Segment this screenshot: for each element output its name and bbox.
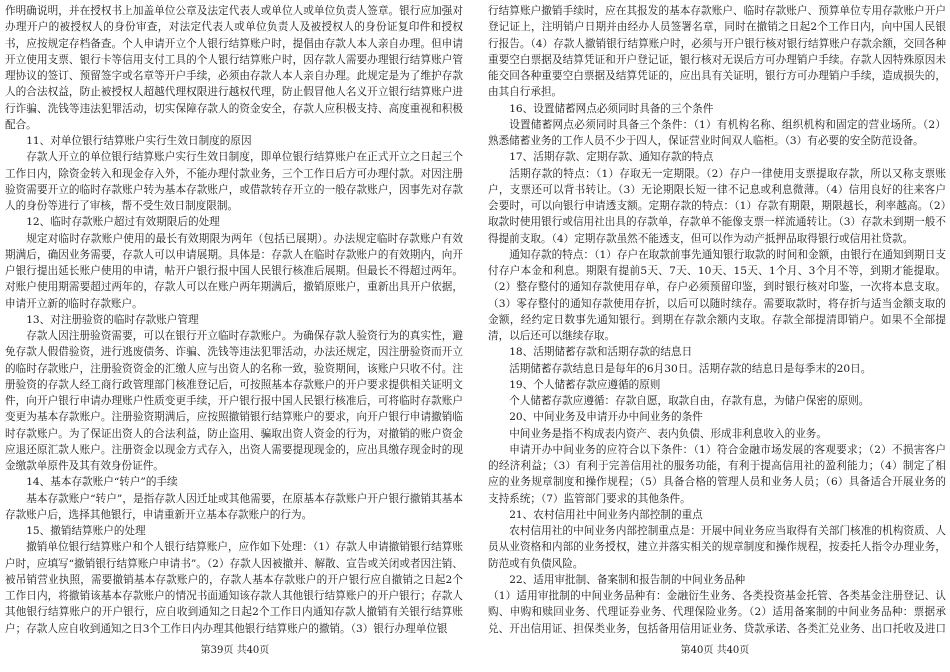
section-heading: 21、农村信用社中间业务内部控制的重点 (509, 508, 703, 521)
paragraph: 申请开办中间业务的应符合以下条件：（1）符合金融市场发展的客观要求；（2）不损害客户的经济利益；（3）有利于完善信用社的服务功能，有利于提高信用社的盈利能力；（4）制定了相应的业务规章制度和操作规程；（5）具备合格的管理人员和业务人员；（6）具备适合开展业务的支持系统；（7）监管部门要求的其他条件。 (488, 443, 946, 505)
right-page (488, 3, 946, 637)
paragraph: （1）适用审批制的中间业务品种有：金融衍生业务、各类投资基金托管、各类基金注册登记、认购、申购和赎回业务、代理证券业务、代理保险业务。（2）适用备案制的中间业务品种：票据承兑、开出信用证、担保类业务，包括备用信用证业务、贷款承诺、各类汇兑业务、出口托收及进口 (488, 590, 946, 635)
paragraph: 行结算账户撤销手续时，应在其报发的基本存款账户、临时存款账户、预算单位专用存款账户开户登记证上，注明销户日期并由经办人员签署名章，同时在撤销之日起2个工作日内，向中国人民银行报告。（4）存款人撤销银行结算账户时，必须与开户银行核对银行结算账户存款余额，交回各种重要空白票据及结算凭证和开户登记证，银行核对无误后方可办理销户手续。存款人因特殊原因未能交回各种重要空白票据及结算凭证的，应出具有关证明，银行方可办理销户手续，造成损失的，由其自行承担。 (488, 5, 946, 99)
paragraph: 基本存款账户“转户”，是指存款人因迁址或其他需要，在原基本存款账户开户银行撤销其基本存款账户后，选择其他银行，申请重新开立基本存款账户的行为。 (5, 492, 463, 521)
paragraph: 存款人因注册验资需要，可以在银行开立临时存款账户。为确保存款人验资行为的真实性，避免存款人假借验资，进行逃废债务、诈骗、洗钱等违法犯罪活动，办法还规定，因注册验资而开立的临时存款账户，注册验资资金的汇缴人应与出资人的名称一致，验资期间，该账户只收不付。注册验资的存款人经工商行政管理部门核准登记后，可按照基本存款账户的开户要求提供相关证明文件，向开户银行申请办理账户性质变更手续，开户银行报中国人民银行核准后，可将临时存款账户变更为基本存款账户。注册验资期满后，应按照撤销银行结算账户的要求，向开户银行申请撤销临时存款账户。为了保证出资人的合法利益，防止盗用、骗取出资人资金的行为，对撤销的账户资金应退还原汇款人账户。注册资金以现金方式存入，出资人需要提现现金的，应出具缴存现金时的现金缴款单原件及其有效身份证件。 (5, 330, 463, 472)
section-heading: 14、基本存款账户“转户”的手续 (26, 476, 178, 489)
paragraph: 个人储蓄存款应遵循：存款自愿，取款自由，存款有息，为储户保密的原则。 (509, 395, 870, 407)
paragraph: 通知存款的特点：（1）存户在取款前事先通知银行取款的时间和金额，由银行在通知到期日支付存户本金和利息。期限有提前5天、7天、10天、15天、1个月、3个月不等，到期才能提取。（2）整存整付的通知存款使用存单，存户必须预留印鉴，到时银行核对印鉴，一次将本息支取。（3）零存整付的通知存款使用存折，以后可以随时续存。需要取款时，将存折与适当金额支取的金额，经约定日数事先通知银行。到期在存款余额内支取。存款全部提清即销户。如果不全部提清，以后还可以继续存取。 (488, 248, 946, 342)
page-number-right: 第40页 共40页 (680, 645, 750, 656)
paragraph: 活期存款的特点：（1）存取无一定期限。（2）存户一律使用支票提取存款，所以又称支票账户，支票还可以背书转让。（3）无论期限长短一律不记息或利息微薄。（4）信用良好的往来客户会要时，可以向银行申请透支额。定期存款的特点：（1）存款有期限，期限越长，利率越高。（2）取款时使用银行或信用社出具的存款单，存款单不能像支票一样流通转让。（3）存款未到期一般不得提前支取。（4）定期存款虽然不能透支，但可以作为动产抵押品取得银行或信用社贷款。 (488, 167, 946, 245)
paragraph: 撤销单位银行结算账户和个人银行结算账户，应作如下处理：（1）存款人申请撤销银行结算账户时，应填写“撤销银行结算账户申请书”。（2）存款人因被撤并、解散、宣告或关闭或者因注销、被吊销营业执照，需要撤销基本存款账户的，存款人基本存款账户的开户银行应自撤销之日起2个工作日内，将撤销该基本存款账户的情况书面通知该存款人其他银行结算账户的开户银行；存款人其他银行结算账户的开户银行，应自收到通知之日起2个工作日内通知存款人撤销有关银行结算账户；存款人应自收到通知之日3个工作日内办理其他银行结算账户的撤销。（3）银行办理单位银 (5, 541, 463, 635)
section-heading: 17、活期存款、定期存款、通知存款的特点 (509, 151, 714, 164)
section-heading: 20、中间业务及申请开办中间业务的条件 (509, 411, 703, 424)
paragraph: 活期储蓄存款结息日是每年的6月30日。活期存款的结息日是每季末的20日。 (509, 362, 872, 375)
page-number-left: 第39页 共40页 (200, 645, 270, 656)
section-heading: 13、对注册验资的临时存款账户管理 (26, 313, 199, 326)
section-heading: 11、对单位银行结算账户实行生效日制度的原因 (26, 135, 252, 147)
section-heading: 22、适用审批制、备案制和报告制的中间业务品种 (509, 573, 746, 586)
section-heading: 16、设置储蓄网点必须同时具备的三个条件 (509, 102, 714, 115)
section-heading: 12、临时存款账户超过有效期限后的处理 (26, 216, 220, 229)
paragraph: 中间业务是指不构成表内资产、表内负债、形成非利息收入的业务。 (509, 427, 827, 440)
paragraph: 农村信用社的中间业务内部控制重点是：开展中间业务应当取得有关部门核准的机构资质、人员从业资格和内部的业务授权，建立并落实相关的规章制度和操作规程，按委托人指令办理业务，防范或有负债风险。 (488, 525, 946, 570)
section-heading: 19、个人储蓄存款应遵循的原则 (509, 378, 661, 391)
paragraph: 作明确说明，并在授权书上加盖单位公章及法定代表人或单位人或单位负责人签章。银行应加强对办理开户的被授权人的身份审查，对法定代表人或单位负责人及被授权人的身份证复印件和授权书，应按规定存档备查。个人申请开立个人银行结算账户时，提倡由存款人本人亲自办理。但申请开立使用支票、银行卡等信用支付工具的个人银行结算账户时，因存款人需要办理银行结算账户管理协议的签订、预留签字或名章等开户手续，必须由存款人本人亲自办理。此规定是为了维护存款人的合法权益，防止被授权人超越代理权限进行越权代理，防止假冒他人名义开立银行结算账户进行诈骗、洗钱等违法犯罪活动，切实保障存款人的资金安全，存款人应积极支持、高度重视和积极配合。 (5, 5, 463, 131)
section-heading: 18、活期储蓄存款和活期存款的结息日 (509, 346, 693, 359)
paragraph: 规定对临时存款账户使用的最长有效期限为两年（包括已展期）。办法规定临时存款账户有效期满后，确因业务需要，存款人可以申请展期。具体是：存款人在临时存款账户的有效期内，向开户银行提出延长账户使用的申请，帖开户银行报中国人民银行核准后展期。但最长不得超过两年。对账户使用期需要超过两年的，存款人可以在账户两年期满后，撤销原账户，重新出具开户依据，申请开立新的临时存款账户。 (5, 232, 463, 310)
section-heading: 15、撤销结算账户的处理 (26, 525, 146, 537)
paragraph: 设置储蓄网点必须同时具备三个条件：（1）有机构名称、组织机构和固定的营业场所。（2）熟悉储蓄业务的工作人员不少于四人，保证营业时间双人临柜。（3）有必要的安全防范设备。 (488, 118, 946, 147)
left-page (5, 3, 463, 637)
paragraph: 存款人开立的单位银行结算账户实行生效日制度，即单位银行结算账户在正式开立之日起三个工作日内，除资金转入和现金存入外，不能办理付款业务，三个工作日后方可办理付款。对因注册验资需要开立的临时存款账户转为基本存款账户，或借款转存开立的一般存款账户，因事先对存款人的身份等进行了审核，帮不受生效日制度限制。 (5, 151, 463, 212)
